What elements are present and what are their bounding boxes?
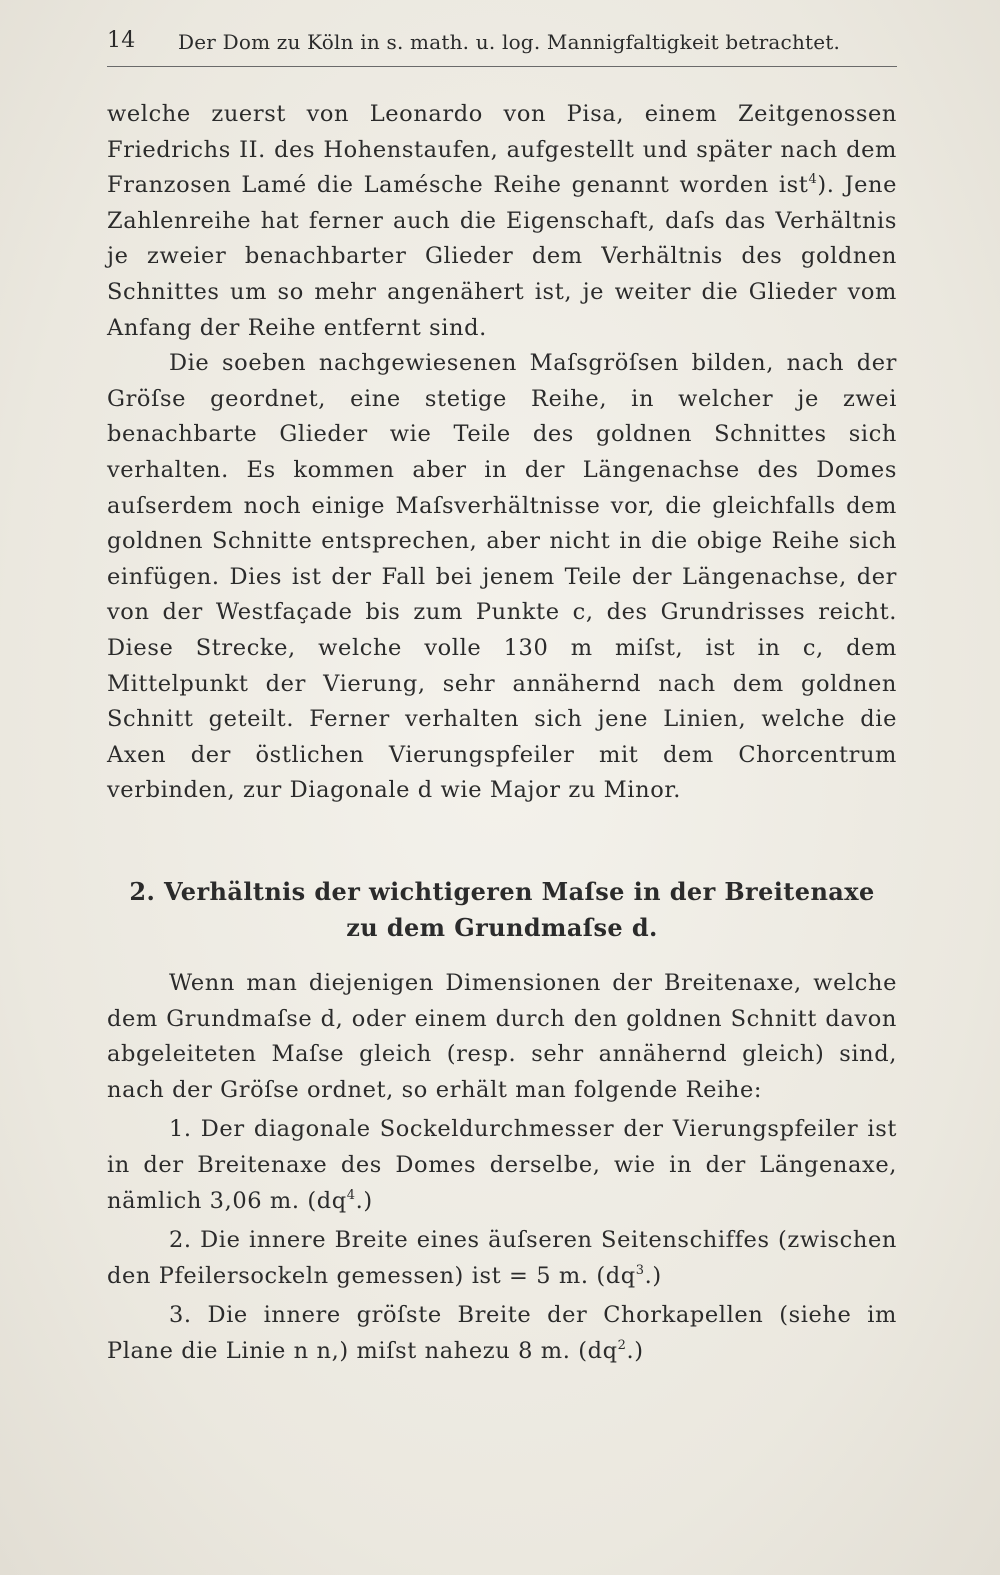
list-item-text: 2. Die innere Breite eines äuſseren Seitenschiffes (zwischen den Pfeilersockeln gemessen) ist = 5 m. (dq (107, 1227, 897, 1289)
page-number: 14 (107, 28, 136, 53)
footnote-ref: 4 (808, 172, 818, 188)
paragraph-2: Die soeben nachgewiesenen Maſsgröſsen bilden, nach der Gröſse geordnet, eine stetige Reihe, in welcher je zwei benachbarte Glieder wie Teile des goldnen Schnittes sich verhalten. Es kommen aber in der Längenachse des Domes auſserdem noch einige Maſsverhältnisse vor, die gleichfalls dem goldnen Schnitte entsprechen, aber nicht in die obige Reihe sich einfügen. Dies ist der Fall bei jenem Teile der Längenachse, der von der Westfaçade bis zum Punkte c, des Grundrisses reicht. Diese Strecke, welche volle 130 m miſst, ist in c, dem Mittelpunkt der Vierung, sehr annähernd nach dem goldnen Schnitt geteilt. Ferner verhalten sich jene Linien, welche die Axen der östlichen Vierungspfeiler mit dem Chorcentrum verbinden, zur Diagonale d wie Major zu Minor. (107, 350, 897, 804)
section-intro: Wenn man diejenigen Dimensionen der Breitenaxe, welche dem Grundmaſse d, oder einem durch den goldnen Schnitt davon abgeleiteten Maſse gleich (resp. sehr annähernd gleich) sind, nach der Gröſse ordnet, so erhält man folgende Reihe: (107, 970, 897, 1103)
running-title: Der Dom zu Köln in s. math. u. log. Mannigfaltigkeit betrachtet. (178, 30, 841, 54)
section-heading-line-1: 2. Verhältnis der wichtigeren Maſse in der Breitenaxe (129, 877, 875, 906)
exponent: 4 (346, 1187, 356, 1203)
section-heading (107, 874, 897, 946)
paragraph-1 (107, 97, 897, 346)
section-heading-line-2: zu dem Grundmaſse d. (346, 913, 658, 942)
list-item-tail: .) (626, 1337, 644, 1364)
body-text (107, 97, 897, 809)
list-item-text: 3. Die innere gröſste Breite der Chorkapellen (siehe im Plane die Linie n n,) miſst nahezu 8 m. (dq (107, 1302, 897, 1364)
list-item (107, 1112, 897, 1219)
page-header (107, 28, 897, 58)
list-item-tail: .) (355, 1187, 373, 1214)
exponent: 3 (635, 1262, 645, 1278)
list-item (107, 1223, 897, 1294)
list-item-tail: .) (644, 1262, 662, 1289)
paragraph-1-text-b: ). Jene Zahlenreihe hat ferner auch die Eigenschaft, daſs das Verhältnis je zweier benachbarter Glieder dem Verhältnis des goldnen Schnittes um so mehr angenähert ist, je weiter die Glieder vom Anfang der Reihe entfernt sind. (107, 172, 897, 341)
header-rule (107, 66, 897, 67)
paragraph-1-text-a: welche zuerst von Leonardo von Pisa, einem Zeitgenossen Friedrichs II. des Hohenstaufen, aufgestellt und später nach dem Franzosen Lamé die Lamésche Reihe genannt worden ist (107, 101, 897, 199)
section-body (107, 966, 897, 1370)
list-item-text: 1. Der diagonale Sockeldurchmesser der Vierungspfeiler ist in der Breitenaxe des Domes derselbe, wie in der Längenaxe, nämlich 3,06 m. (dq (107, 1116, 897, 1214)
list-item (107, 1298, 897, 1369)
exponent: 2 (617, 1337, 627, 1353)
